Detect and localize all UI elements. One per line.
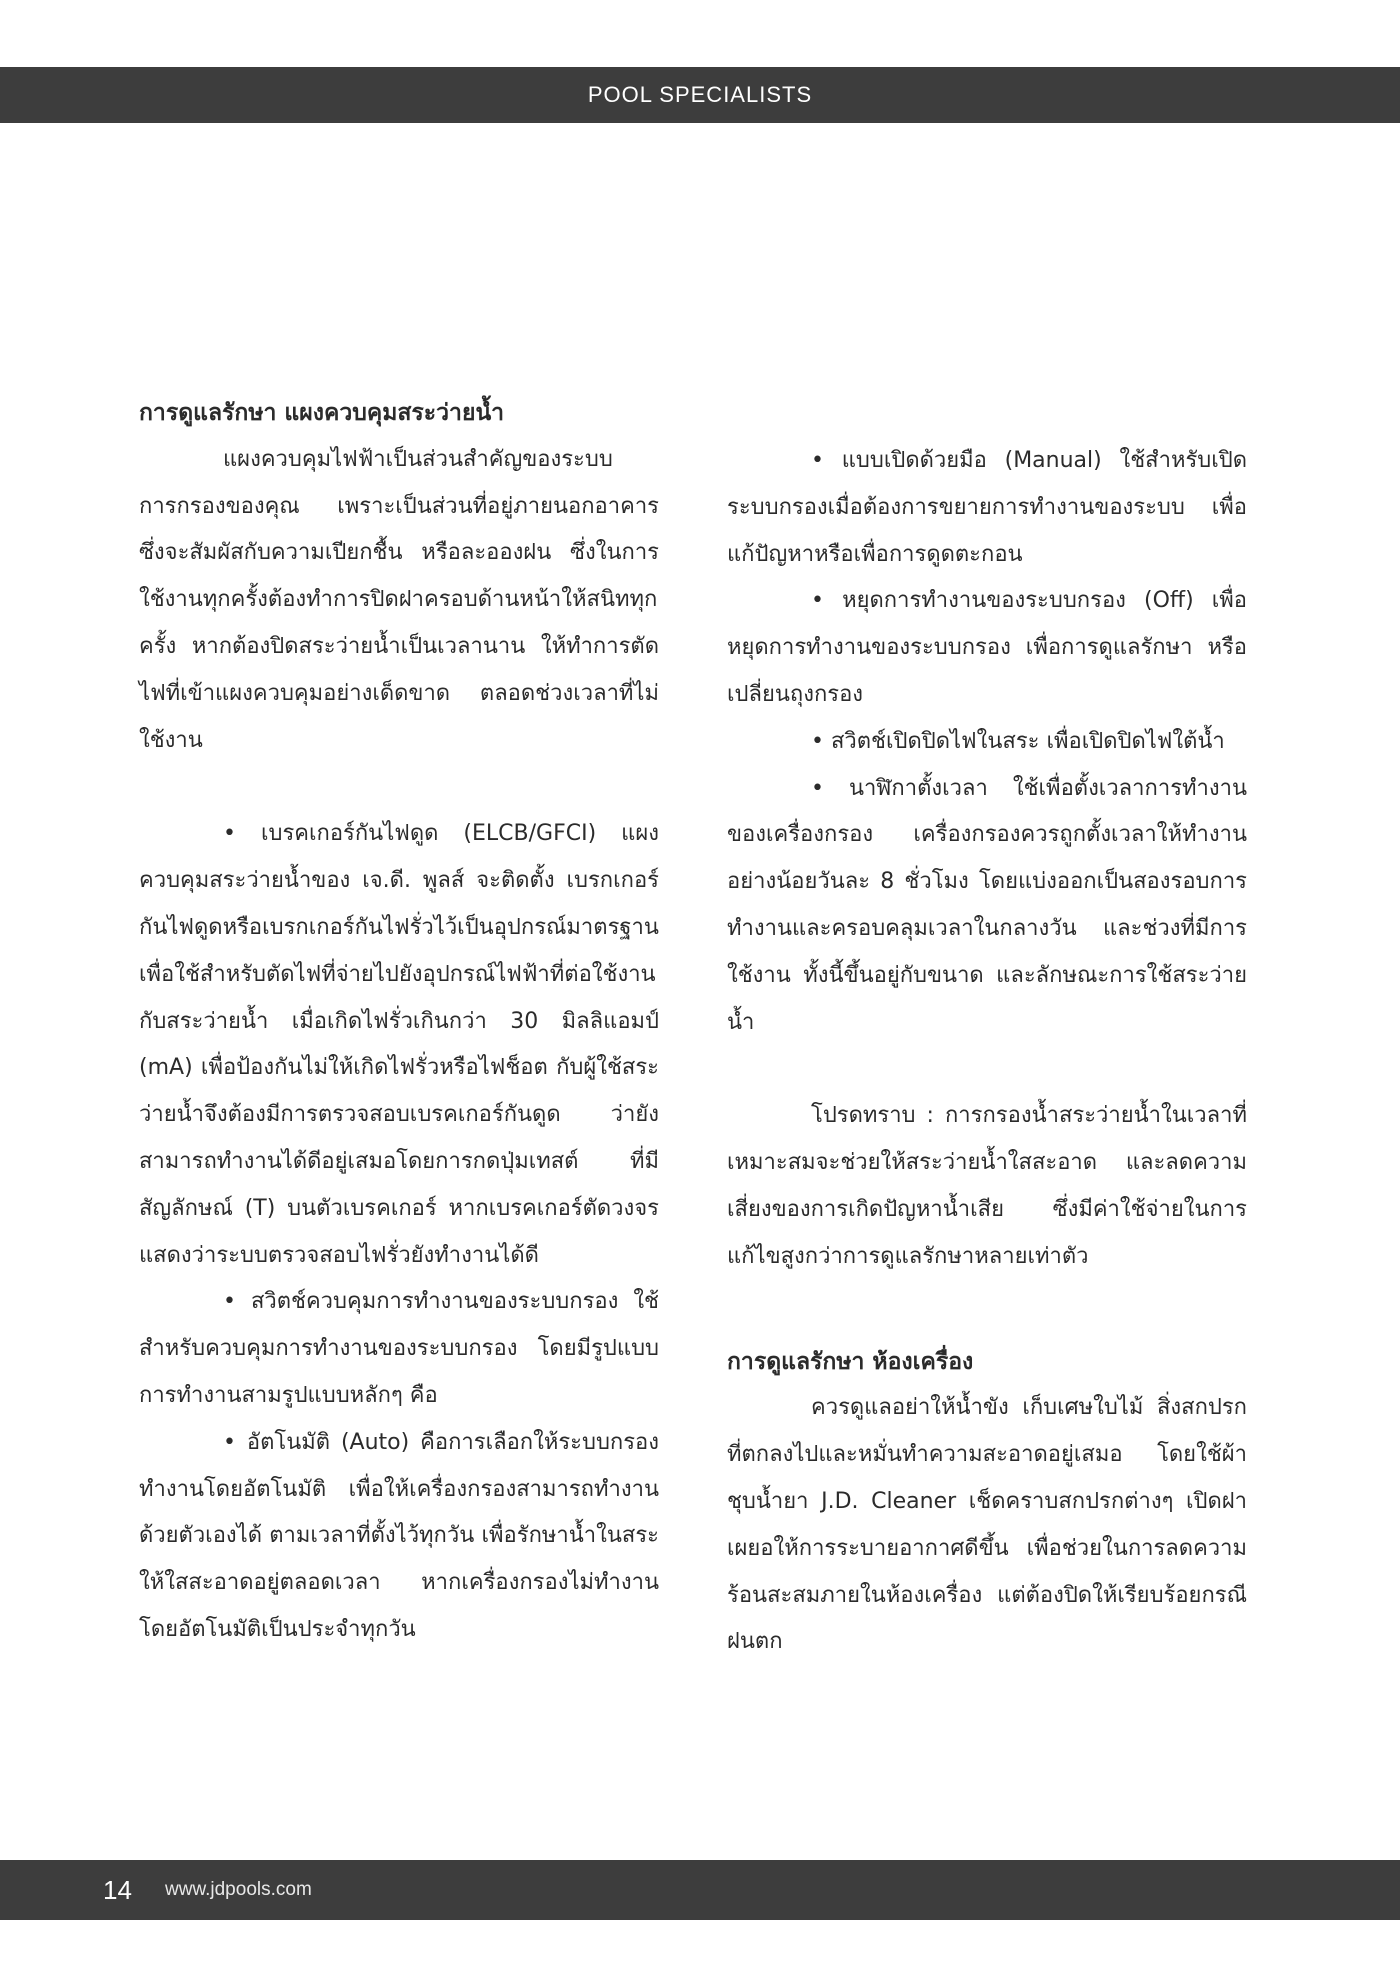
intro-paragraph: แผงควบคุมไฟฟ้าเป็นส่วนสำคัญของระบบการกรองของคุณ เพราะเป็นส่วนที่อยู่ภายนอกอาคาร ซึ่งจะสัมผัสกับความเปียกชื้น หรือละอองฝน ซึ่งในการใช้งานทุกครั้งต้องทำการปิดฝาครอบด้านหน้าให้สนิททุกครั้ง หากต้องปิดสระว่ายน้ำเป็นเวลานาน ให้ทำการตัดไฟที่เข้าแผงควบคุมอย่างเด็ดขาด ตลอดช่วงเวลาที่ไม่ใช้งาน bbox=[139, 446, 659, 753]
page-number: 14 bbox=[103, 1874, 132, 1905]
light-switch-paragraph: • สวิตช์เปิดปิดไฟในสระ เพื่อเปิดปิดไฟใต้น้ำ bbox=[811, 728, 1225, 754]
header-bar bbox=[0, 67, 1400, 123]
off-mode-paragraph: • หยุดการทำงานของระบบกรอง (Off) เพื่อหยุดการทำงานของระบบกรอง เพื่อการดูแลรักษา หรือเปลี่ยนถุงกรอง bbox=[727, 588, 1247, 707]
header-title: POOL SPECIALISTS bbox=[587, 82, 813, 107]
note-paragraph: โปรดทราบ : การกรองน้ำสระว่ายน้ำในเวลาที่เหมาะสมจะช่วยให้สระว่ายน้ำใสสะอาด และลดความเสี่ยงของการเกิดปัญหาน้ำเสีย ซึ่งมีค่าใช้จ่ายในการแก้ไขสูงกว่าการดูแลรักษาหลายเท่าตัว bbox=[727, 1103, 1247, 1269]
right-column bbox=[727, 438, 1247, 1666]
timer-paragraph: • นาฬิกาตั้งเวลา ใช้เพื่อตั้งเวลาการทำงานของเครื่องกรอง เครื่องกรองควรถูกตั้งเวลาให้ทำงาน อย่างน้อยวันละ 8 ชั่วโมง โดยแบ่งออกเป็นสองรอบการทำงานและครอบคลุมเวลาในกลางวัน และช่วงที่มีการใช้งาน ทั้งนี้ขึ้นอยู่กับขนาด และลักษณะการใช้สระว่ายน้ำ bbox=[727, 775, 1247, 1035]
auto-mode-paragraph: • อัตโนมัติ (Auto) คือการเลือกให้ระบบกรองทำงานโดยอัตโนมัติ เพื่อให้เครื่องกรองสามารถทำงานด้วยตัวเองได้ ตามเวลาที่ตั้งไว้ทุกวัน เพื่อรักษาน้ำในสระให้ใสสะอาดอยู่ตลอดเวลา หากเครื่องกรองไม่ทำงานโดยอัตโนมัติเป็นประจำทุกวัน bbox=[139, 1429, 659, 1642]
left-column bbox=[139, 390, 659, 1654]
filter-switch-paragraph: • สวิตช์ควบคุมการทำงานของระบบกรอง ใช้สำหรับควบคุมการทำงานของระบบกรอง โดยมีรูปแบบการทำงานสามรูปแบบหลักๆ คือ bbox=[139, 1289, 659, 1408]
footer-bar bbox=[0, 1860, 1400, 1920]
elcb-paragraph: • เบรคเกอร์กันไฟดูด (ELCB/GFCI) แผงควบคุมสระว่ายน้ำของ เจ.ดี. พูลส์ จะติดตั้ง เบรกเกอร์กันไฟดูดหรือเบรกเกอร์กันไฟรั่วไว้เป็นอุปกรณ์มาตรฐาน เพื่อใช้สำหรับตัดไฟที่จ่ายไปยังอุปกรณ์ไฟฟ้าที่ต่อใช้งานกับสระว่ายน้ำ เมื่อเกิดไฟรั่วเกินกว่า 30 มิลลิแอมป์ (mA) เพื่อป้องกันไม่ให้เกิดไฟรั่วหรือไฟช็อต กับผู้ใช้สระว่ายน้ำจึงต้องมีการตรวจสอบเบรคเกอร์กันดูด ว่ายังสามารถทำงานได้ดีอยู่เสมอโดยการกดปุ่มเทสต์ ที่มีสัญลักษณ์ (T) บนตัวเบรคเกอร์ หากเบรคเกอร์ตัดวงจรแสดงว่าระบบตรวจสอบไฟรั่วยังทำงานได้ดี bbox=[139, 821, 659, 1268]
machine-room-paragraph: ควรดูแลอย่าให้น้ำขัง เก็บเศษใบไม้ สิ่งสกปรกที่ตกลงไปและหมั่นทำความสะอาดอยู่เสมอ โดยใช้ผ้าชุบน้ำยา J.D. Cleaner เช็ดคราบสกปรกต่างๆ เปิดฝาเผยอให้การระบายอากาศดีขึ้น เพื่อช่วยในการลดความร้อนสะสมภายในห้องเครื่อง แต่ต้องปิดให้เรียบร้อยกรณีฝนตก bbox=[727, 1395, 1247, 1655]
section-heading-control-panel: การดูแลรักษา แผงควบคุมสระว่ายน้ำ bbox=[139, 400, 505, 426]
website-url: www.jdpools.com bbox=[165, 1879, 312, 1900]
manual-mode-paragraph: • แบบเปิดด้วยมือ (Manual) ใช้สำหรับเปิดระบบกรองเมื่อต้องการขยายการทำงานของระบบ เพื่อแก้ปัญหาหรือเพื่อการดูดตะกอน bbox=[727, 448, 1247, 567]
section-heading-machine-room: การดูแลรักษา ห้องเครื่อง bbox=[727, 1348, 974, 1375]
